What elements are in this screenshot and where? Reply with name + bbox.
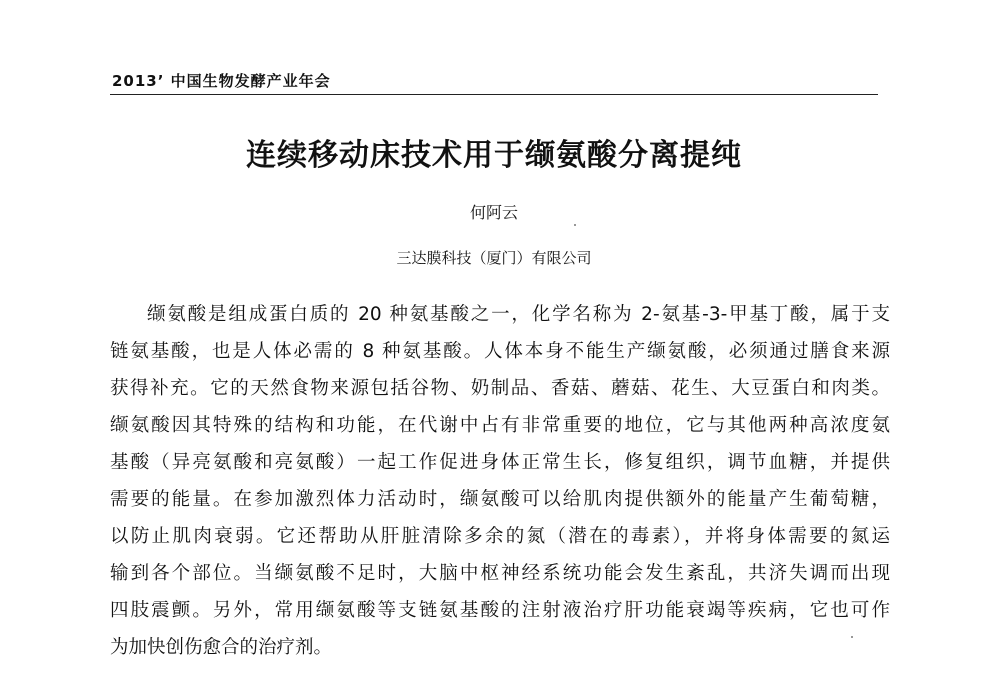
body-line: 需要的能量。在参加激烈体力活动时，缬氨酸可以给肌肉提供额外的能量产生葡萄糖， bbox=[110, 489, 890, 510]
body-line: 缬氨酸因其特殊的结构和功能，在代谢中占有非常重要的地位，它与其他两种高浓度氨 bbox=[110, 415, 890, 436]
body-line: 输到各个部位。当缬氨酸不足时，大脑中枢神经系统功能会发生紊乱，共济失调而出现 bbox=[110, 563, 890, 584]
body-line: 获得补充。它的天然食物来源包括谷物、奶制品、香菇、蘑菇、花生、大豆蛋白和肉类。 bbox=[110, 378, 890, 399]
body-line: 链氨基酸，也是人体必需的 8 种氨基酸。人体本身不能生产缬氨酸，必须通过膳食来源 bbox=[110, 341, 890, 362]
running-header: 2013’ 中国生物发酵产业年会 bbox=[112, 72, 331, 90]
body-line: 四肢震颤。另外，常用缬氨酸等支链氨基酸的注射液治疗肝功能衰竭等疾病，它也可作 bbox=[110, 600, 890, 621]
scan-speck bbox=[851, 636, 853, 638]
paper-title: 连续移动床技术用于缬氨酸分离提纯 bbox=[246, 138, 742, 173]
author-affiliation: 三达膜科技（厦门）有限公司 bbox=[396, 249, 592, 267]
body-line: 缬氨酸是组成蛋白质的 20 种氨基酸之一，化学名称为 2-氨基-3-甲基丁酸，属于支 bbox=[147, 304, 890, 325]
body-line: 基酸（异亮氨酸和亮氨酸）一起工作促进身体正常生长，修复组织，调节血糖，并提供 bbox=[110, 452, 890, 473]
header-divider bbox=[110, 94, 878, 95]
body-line: 以防止肌肉衰弱。它还帮助从肝脏清除多余的氮（潜在的毒素），并将身体需要的氮运 bbox=[110, 526, 890, 547]
body-paragraph bbox=[110, 296, 890, 666]
scan-speck bbox=[574, 224, 576, 226]
body-line: 为加快创伤愈合的治疗剂。 bbox=[110, 637, 333, 658]
author-name: 何阿云 bbox=[469, 203, 518, 222]
